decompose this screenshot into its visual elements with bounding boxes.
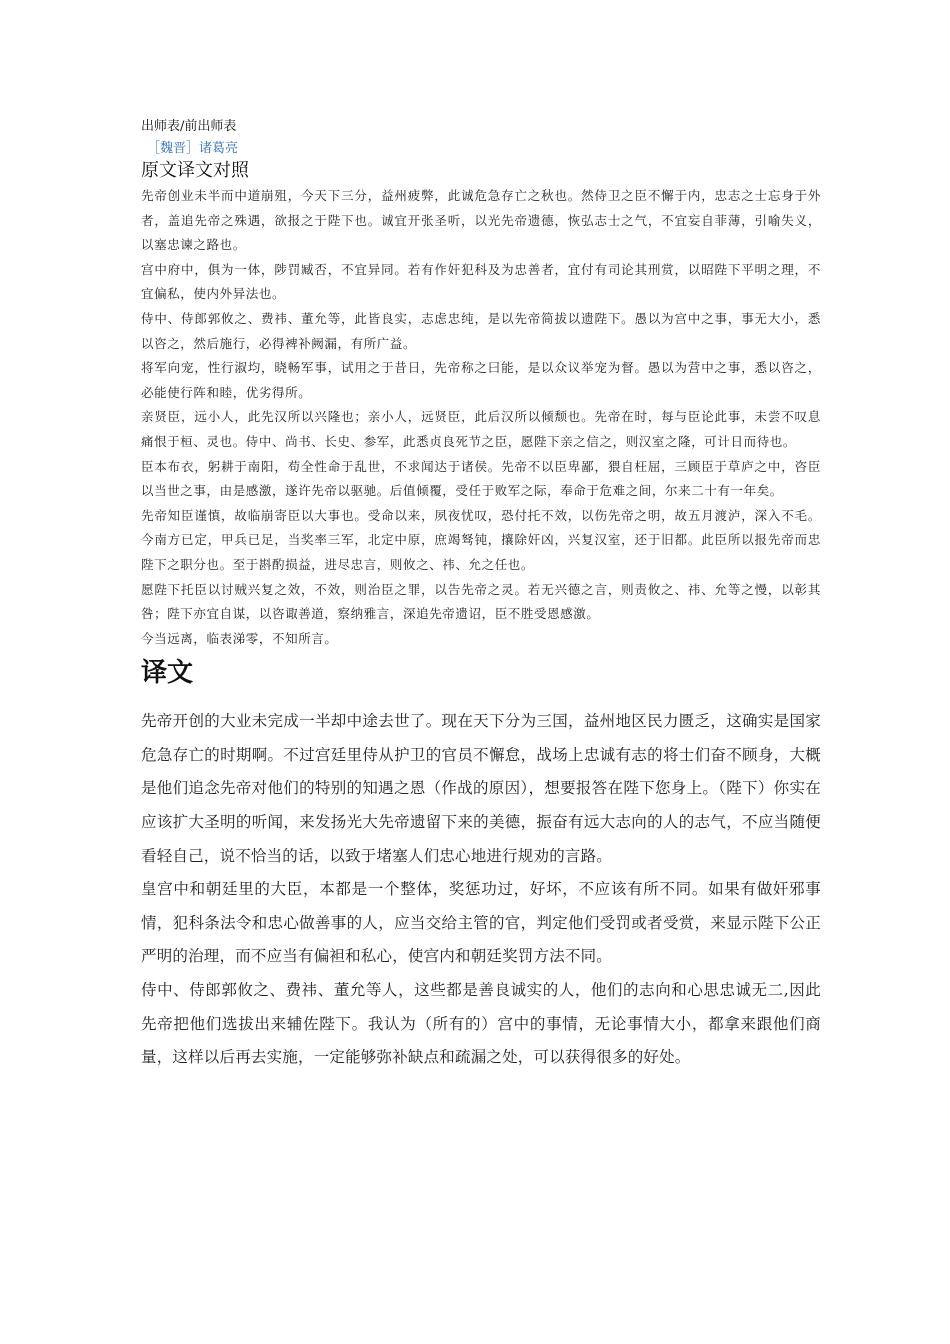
author-byline [147, 138, 821, 160]
original-paragraph: 先帝知臣谨慎，故临崩寄臣以大事也。受命以来，夙夜忧叹，恐付托不效，以伤先帝之明，故五月渡泸，深入不毛。今南方已定，甲兵已足，当奖率三军，北定中原，庶竭驽钝，攘除奸凶，兴复汉室，还于旧都。此臣所以报先帝而忠陛下之职分也。至于斟酌损益，进尽忠言，则攸之、祎、允之任也。 [141, 507, 821, 572]
original-paragraph: 宫中府中，俱为一体，陟罚臧否，不宜异同。若有作奸犯科及为忠善者，宜付有司论其刑赏，以昭陛下平明之理，不宜偏私，使内外异法也。 [141, 261, 821, 302]
original-paragraph: 先帝创业未半而中道崩殂，今天下三分，益州疲弊，此诚危急存亡之秋也。然侍卫之臣不懈于内，忠志之士忘身于外者，盖追先帝之殊遇，欲报之于陛下也。诚宜开张圣听，以光先帝遗德，恢弘志士之气，不宜妄自菲薄，引喻失义，以塞忠谏之路也。 [141, 188, 821, 253]
author-name[interactable]: 诸葛亮 [199, 141, 239, 156]
document-page [141, 116, 821, 1075]
translation-text [141, 705, 821, 1075]
translation-paragraph: 皇宫中和朝廷里的大臣，本都是一个整体，奖惩功过，好坏，不应该有所不同。如果有做奸邪事情，犯科条法令和忠心做善事的人，应当交给主管的官，判定他们受罚或者受赏，来显示陛下公正严明的治理，而不应当有偏袒和私心，使宫内和朝廷奖罚方法不同。 [141, 880, 821, 966]
original-paragraph: 亲贤臣，远小人，此先汉所以兴隆也；亲小人，远贤臣，此后汉所以倾颓也。先帝在时，每与臣论此事，未尝不叹息痛恨于桓、灵也。侍中、尚书、长史、参军，此悉贞良死节之臣，愿陛下亲之信之，则汉室之隆，可计日而待也。 [141, 409, 821, 449]
original-paragraph: 侍中、侍郎郭攸之、费祎、董允等，此皆良实，志虑忠纯，是以先帝简拔以遗陛下。愚以为宫中之事，事无大小，悉以咨之，然后施行，必得裨补阙漏，有所广益。 [141, 310, 821, 351]
author-dynasty[interactable]: ［魏晋］ [147, 141, 200, 156]
original-section-heading: 原文译文对照 [141, 160, 249, 181]
original-paragraph: 愿陛下托臣以讨贼兴复之效，不效，则治臣之罪，以告先帝之灵。若无兴德之言，则责攸之、祎、允等之慢，以彰其咎；陛下亦宜自谋，以咨诹善道，察纳雅言，深追先帝遗诏，臣不胜受恩感激。 [141, 581, 821, 622]
original-paragraph: 将军向宠，性行淑均，晓畅军事，试用之于昔日，先帝称之曰能，是以众议举宠为督。愚以为营中之事，悉以咨之，必能使行阵和睦，优劣得所。 [141, 360, 821, 400]
original-paragraph: 臣本布衣，躬耕于南阳，苟全性命于乱世，不求闻达于诸侯。先帝不以臣卑鄙，猥自枉屈，三顾臣于草庐之中，咨臣以当世之事，由是感激，遂许先帝以驱驰。后值倾覆，受任于败军之际，奉命于危难之间，尔来二十有一年矣。 [141, 458, 821, 499]
translation-heading: 译文 [141, 658, 194, 689]
document-title: 出师表/前出师表 [141, 119, 237, 134]
original-paragraph: 今当远离，临表涕零，不知所言。 [141, 630, 338, 646]
translation-paragraph: 先帝开创的大业未完成一半却中途去世了。现在天下分为三国，益州地区民力匮乏，这确实是国家危急存亡的时期啊。不过宫廷里侍从护卫的官员不懈怠，战场上忠诚有志的将士们奋不顾身，大概是他们追念先帝对他们的特别的知遇之恩（作战的原因），想要报答在陛下您身上。（陛下）你实在应该扩大圣明的听闻，来发扬光大先帝遗留下来的美德，振奋有远大志向的人的志气，不应当随便看轻自己，说不恰当的话，以致于堵塞人们忠心地进行规劝的言路。 [141, 712, 821, 865]
original-text [141, 184, 821, 651]
translation-paragraph: 侍中、侍郎郭攸之、费祎、董允等人，这些都是善良诚实的人，他们的志向和心思忠诚无二,因此先帝把他们选拔出来辅佐陛下。我认为（所有的）宫中的事情，无论事情大小，都拿来跟他们商量，这样以后再去实施，一定能够弥补缺点和疏漏之处，可以获得很多的好处。 [141, 981, 821, 1067]
